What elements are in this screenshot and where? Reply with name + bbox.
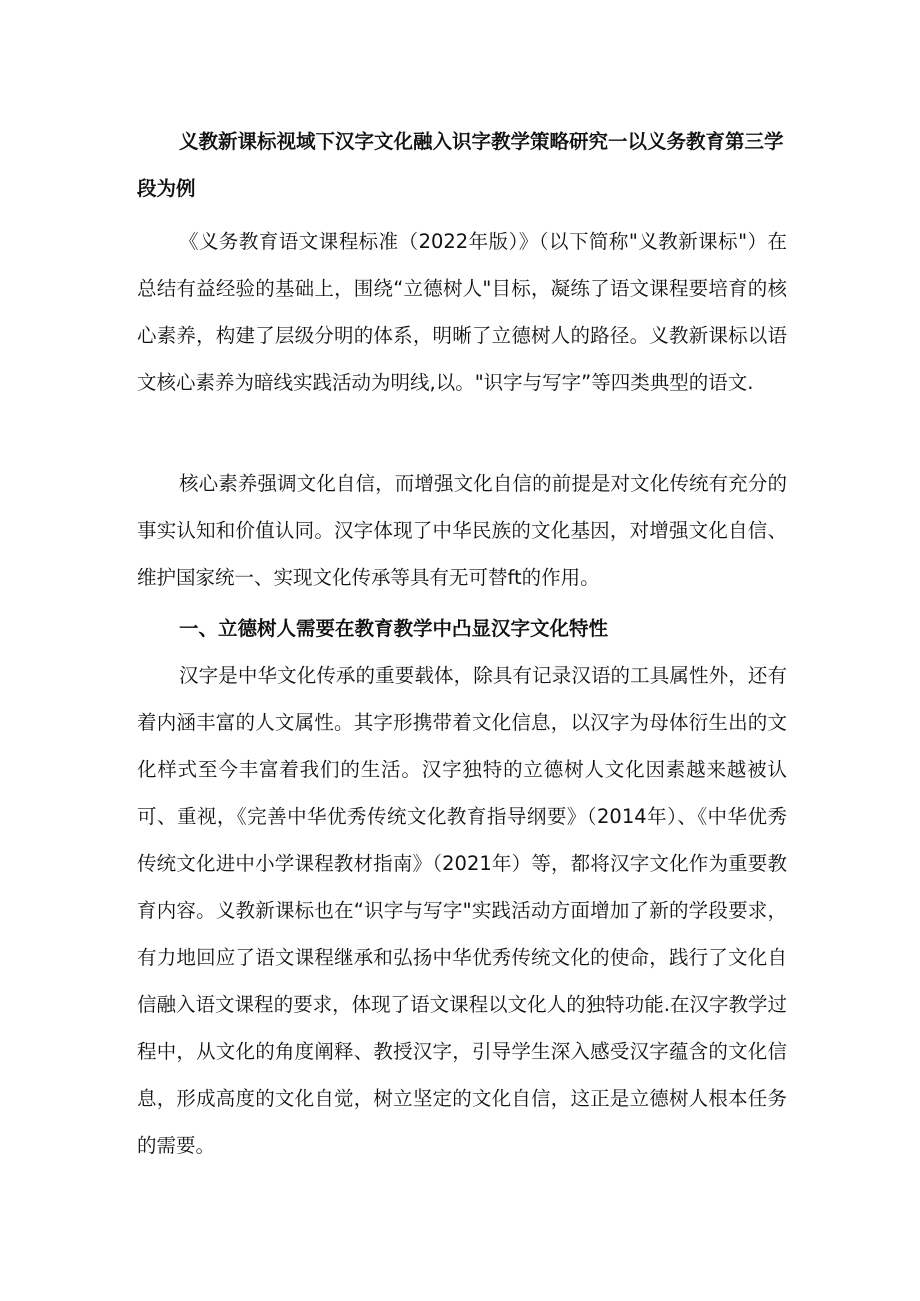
paragraph-2: 核心素养强调文化自信，而增强文化自信的前提是对文化传统有充分的事实认知和价值认同。汉字体现了中华民族的文化基因，对增强文化自信、维护国家统一、实现文化传承等具有无可替ft的作用。 [137, 472, 787, 589]
paragraph-1: 《义务教育语文课程标准（2022年版）》（以下简称"义教新课标"）在总结有益经验的基础上，围绕“立德树人"目标，凝练了语文课程要培育的核心素养，构建了层级分明的体系，明晰了立德树人的路径。义教新课标以语文核心素养为暗线实践活动为明线,以。"识字与写字”等四类典型的语文. [137, 230, 787, 394]
paragraph-3: 汉字是中华文化传承的重要载体，除具有记录汉语的工具属性外，还有着内涵丰富的人文属性。其字形携带着文化信息，以汉字为母体衍生出的文化样式至今丰富着我们的生活。汉字独特的立德树人文化因素越来越被认可、重视，《完善中华优秀传统文化教育指导纲要》（2014年）、《中华优秀传统文化进中小学课程教材指南》（2021年）等，都将汉字文化作为重要教育内容。义教新课标也在“识字与写字"实践活动方面增加了新的学段要求，有力地回应了语文课程继承和弘扬中华优秀传统文化的使命，践行了文化自信融入语文课程的要求，体现了语文课程以文化人的独特功能.在汉字教学过程中，从文化的角度阐释、教授汉字，引导学生深入感受汉字蕴含的文化信息，形成高度的文化自觉，树立坚定的文化自信，这正是立德树人根本任务的需要。 [137, 664, 787, 1157]
document-title: 义教新课标视域下汉字文化融入识字教学策略研究一以义务教育第三学段为例 [137, 130, 784, 200]
section-heading: 一、立德树人需要在教育教学中凸显汉字文化特性 [179, 617, 609, 640]
